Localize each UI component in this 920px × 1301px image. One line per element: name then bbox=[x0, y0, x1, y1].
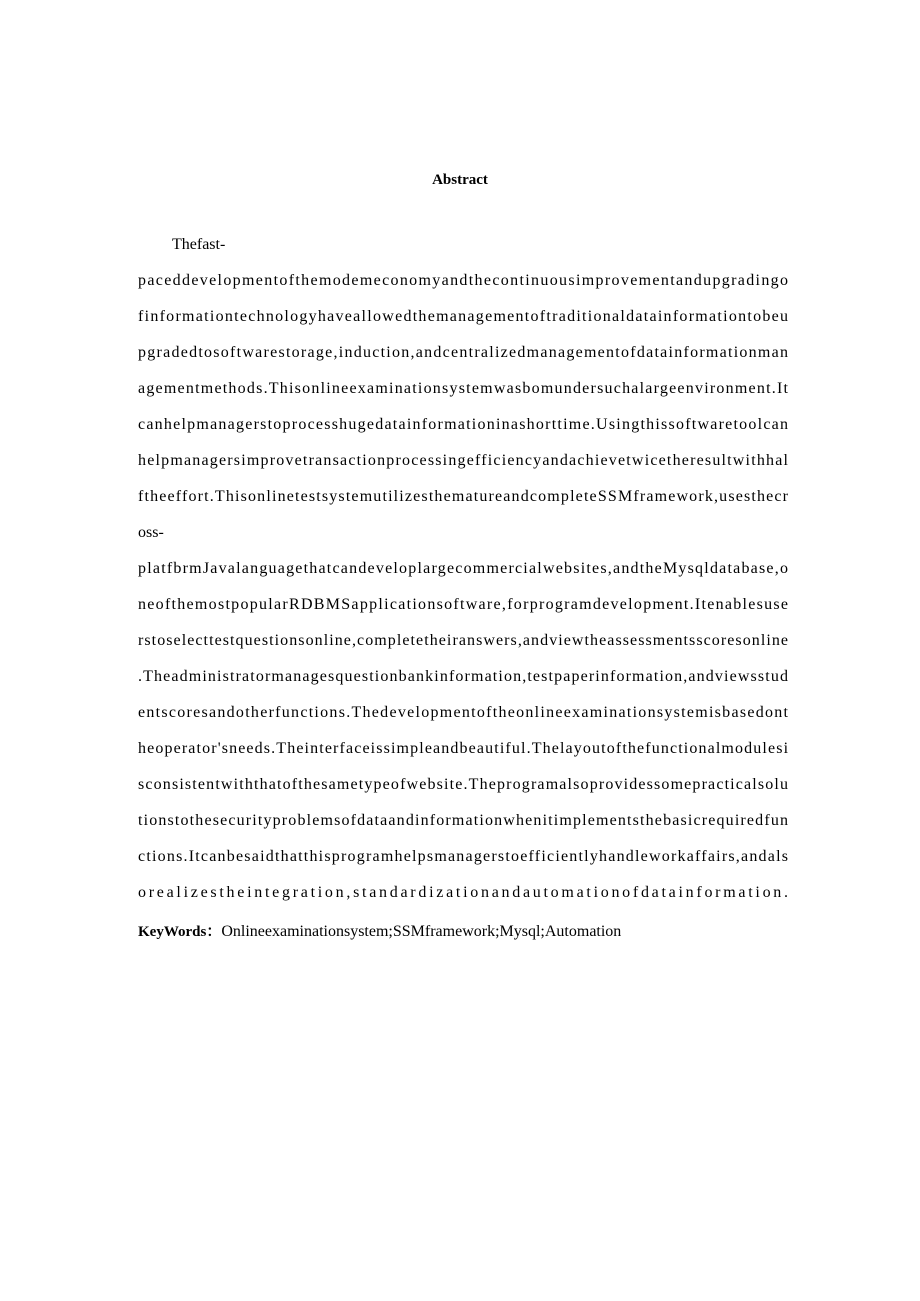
abstract-line: ctions.Itcanbesaidthatthisprogramhelpsmanagerstoefficientlyhandleworkaffairs,andals bbox=[138, 848, 790, 865]
abstract-line: entscoresandotherfunctions.Thedevelopmentoftheonlineexaminationsystemisbasedont bbox=[138, 704, 790, 721]
abstract-line: sconsistentwiththatofthesametypeofwebsite.Theprogramalsoprovidessomepracticalsolu bbox=[138, 776, 790, 793]
abstract-line: neofthemostpopularRDBMSapplicationsoftware,forprogramdevelopment.Itenablesuse bbox=[138, 596, 790, 613]
abstract-line: oss- bbox=[138, 524, 164, 541]
abstract-line: orealizestheintegration,standardizationandautomationofdatainformation. bbox=[138, 884, 791, 901]
abstract-line: pgradedtosoftwarestorage,induction,andcentralizedmanagementofdatainformationman bbox=[138, 344, 790, 361]
abstract-line: tionstothesecurityproblemsofdataandinformationwhenitimplementsthebasicrequiredfun bbox=[138, 812, 790, 829]
abstract-line: ftheeffort.ThisonlinetestsystemutilizesthematureandcompleteSSMframework,usesthecr bbox=[138, 488, 790, 505]
abstract-line: helpmanagersimprovetransactionprocessingefficiencyandachievetwicetheresultwithhal bbox=[138, 452, 790, 469]
keywords-value: Onlineexaminationsystem;SSMframework;Mysql;Automation bbox=[221, 923, 622, 940]
abstract-line: .Theadministratormanagesquestionbankinformation,testpaperinformation,andviewsstud bbox=[138, 668, 790, 685]
abstract-line: agementmethods.Thisonlineexaminationsystemwasbomundersuchalargeenvironment.It bbox=[138, 380, 790, 397]
abstract-title: Abstract bbox=[432, 172, 488, 188]
abstract-line: canhelpmanagerstoprocesshugedatainformationinashorttime.Usingthissoftwaretoolcan bbox=[138, 416, 790, 433]
abstract-line: heoperator'sneeds.Theinterfaceissimpleandbeautiful.Thelayoutofthefunctionalmodulesi bbox=[138, 740, 790, 757]
keywords-label: KeyWords： bbox=[138, 924, 222, 940]
abstract-line: finformationtechnologyhaveallowedthemanagementoftraditionaldatainformationtobeu bbox=[138, 308, 790, 325]
abstract-line: platfbrmJavalanguagethatcandeveloplargecommercialwebsites,andtheMysqldatabase,o bbox=[138, 560, 790, 577]
keywords-row bbox=[138, 922, 788, 942]
abstract-line: paceddevelopmentofthemodemeconomyandthecontinuousimprovementandupgradingo bbox=[138, 272, 790, 289]
abstract-line: rstoselecttestquestionsonline,completetheiranswers,andviewtheassessmentsscoresonline bbox=[138, 632, 790, 649]
abstract-line: Thefast- bbox=[172, 236, 226, 253]
